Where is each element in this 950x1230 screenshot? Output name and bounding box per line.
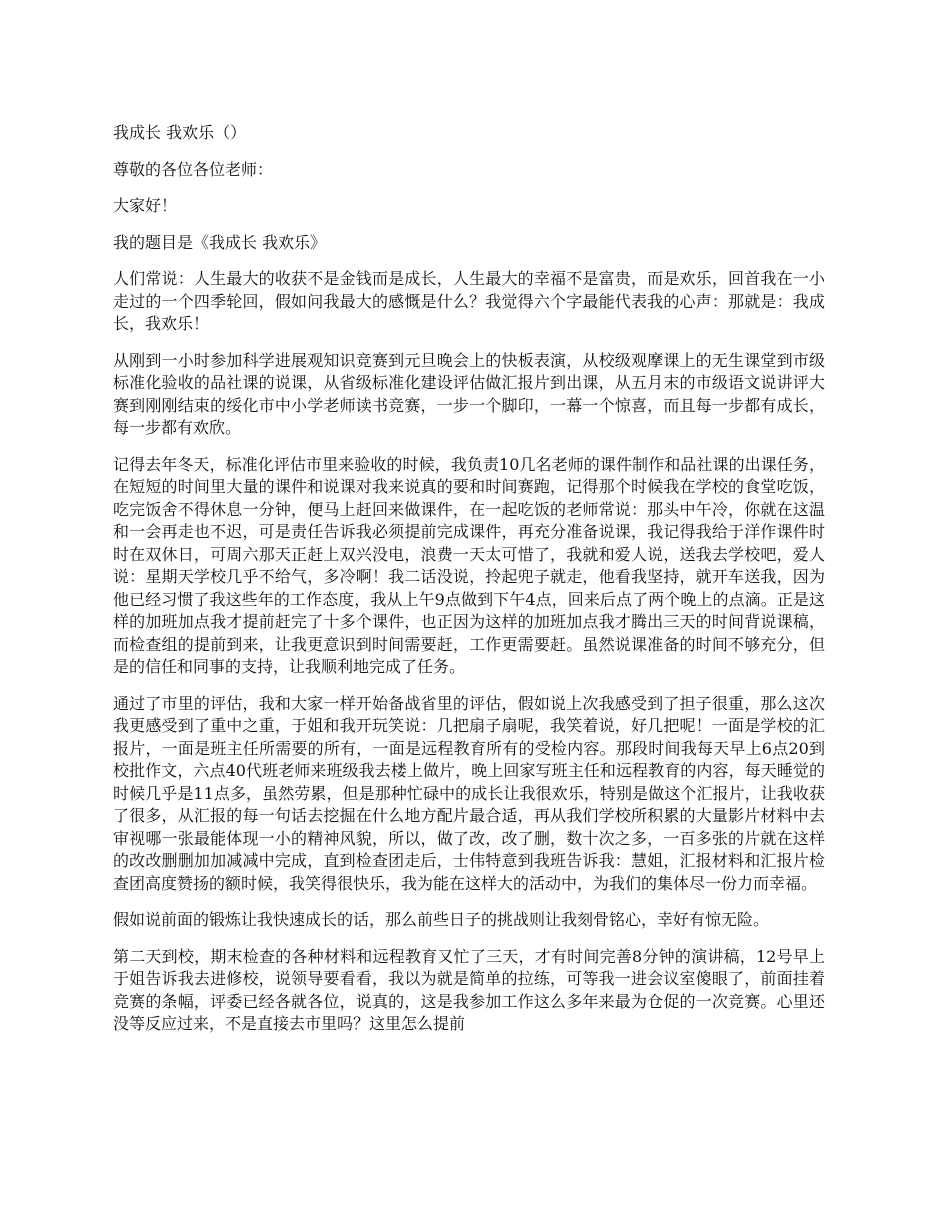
body-paragraph: 人们常说：人生最大的收获不是金钱而是成长，人生最大的幸福不是富贵，而是欢乐，回首我在一小走过的一个四季轮回，假如问我最大的感慨是什么？我觉得六个字最能代表我的心声：那就是：我成长，我欢乐！ xyxy=(113,269,825,333)
body-paragraph: 记得去年冬天，标准化评估市里来验收的时候，我负责10几名老师的课件制作和品社课的出课任务，在短短的时间里大量的课件和说课对我来说真的要和时间赛跑，记得那个时候我在学校的食堂吃饭，吃完饭舍不得休息一分钟，便马上赶回来做课件，在一起吃饭的老师常说：那头中午冷，你就在这温和一会再走也不迟，可是责任告诉我必须提前完成课件，再充分准备说课，我记得我给于洋作课件时时在双休日，可周六那天正赶上双兴没电，浪费一天太可惜了，我就和爱人说，送我去学校吧，爱人说：星期天学校几乎不给气，多冷啊！我二话没说，拎起兜子就走，他看我坚持，就开车送我，因为他已经习惯了我这些年的工作态度，我从上午9点做到下午4点，回来后点了两个晚上的点滴。正是这样的加班加点我才提前赶完了十多个课件，也正因为这样的加班加点我才腾出三天的时间背说课稿，而检查组的提前到来，让我更意识到时间需要赶，工作更需要赶。虽然说课准备的时间不够充分，但是的信任和同事的支持，让我顺利地完成了任务。 xyxy=(113,454,825,676)
body-paragraph: 假如说前面的锻炼让我快速成长的话，那么前些日子的挑战则让我刻骨铭心，幸好有惊无险。 xyxy=(113,910,770,929)
document-title: 我成长 我欢乐（） xyxy=(113,123,247,142)
document-page xyxy=(113,122,825,1050)
greeting: 大家好！ xyxy=(113,196,178,215)
topic-line: 我的题目是《我成长 我欢乐》 xyxy=(113,232,327,252)
body-paragraph: 从刚到一小时参加科学进展观知识竞赛到元旦晚会上的快板表演，从校级观摩课上的无生课堂到市级标准化验收的品社课的说课，从省级标准化建设评估做汇报片到出课，从五月末的市级语文说讲评大赛到刚刚结束的绥化市中小学老师读书竞赛，一步一个脚印，一幕一个惊喜，而且每一步都有成长，每一步都有欢欣。 xyxy=(113,350,825,437)
body-paragraph: 第二天到校，期末检查的各种材料和远程教育又忙了三天，才有时间完善8分钟的演讲稿，12号早上于姐告诉我去进修校，说领导要看看，我以为就是简单的拉练，可等我一进会议室傻眼了，前面挂着竞赛的条幅，评委已经各就各位，说真的，这是我参加工作这么多年来最为仓促的一次竞赛。心里还没等反应过来，不是直接去市里吗？这里怎么提前 xyxy=(113,946,825,1033)
salutation: 尊敬的各位各位老师： xyxy=(113,159,274,179)
body-paragraph: 通过了市里的评估，我和大家一样开始备战省里的评估，假如说上次我感受到了担子很重，那么这次我更感受到了重中之重，于姐和我开玩笑说：几把扇子扇呢，我笑着说，好几把呢！一面是学校的汇报片，一面是班主任所需要的所有，一面是远程教育所有的受检内容。那段时间我每天早上6点20到校批作文，六点40代班老师来班级我去楼上做片，晚上回家写班主任和远程教育的内容，每天睡觉的时候几乎是11点多，虽然劳累，但是那种忙碌中的成长让我很欢乐，特别是做这个汇报片，让我收获了很多，从汇报的每一句话去挖掘在什么地方配片最合适，再从我们学校所积累的大量影片材料中去审视哪一张最能体现一小的精神风貌，所以，做了改，改了删，数十次之多，一百多张的片就在这样的改改删删加加减减中完成，直到检查团走后，士伟特意到我班告诉我：慧姐，汇报材料和汇报片检查团高度赞扬的额时候，我笑得很快乐，我为能在这样大的活动中，为我们的集体尽一份力而幸福。 xyxy=(113,693,825,893)
